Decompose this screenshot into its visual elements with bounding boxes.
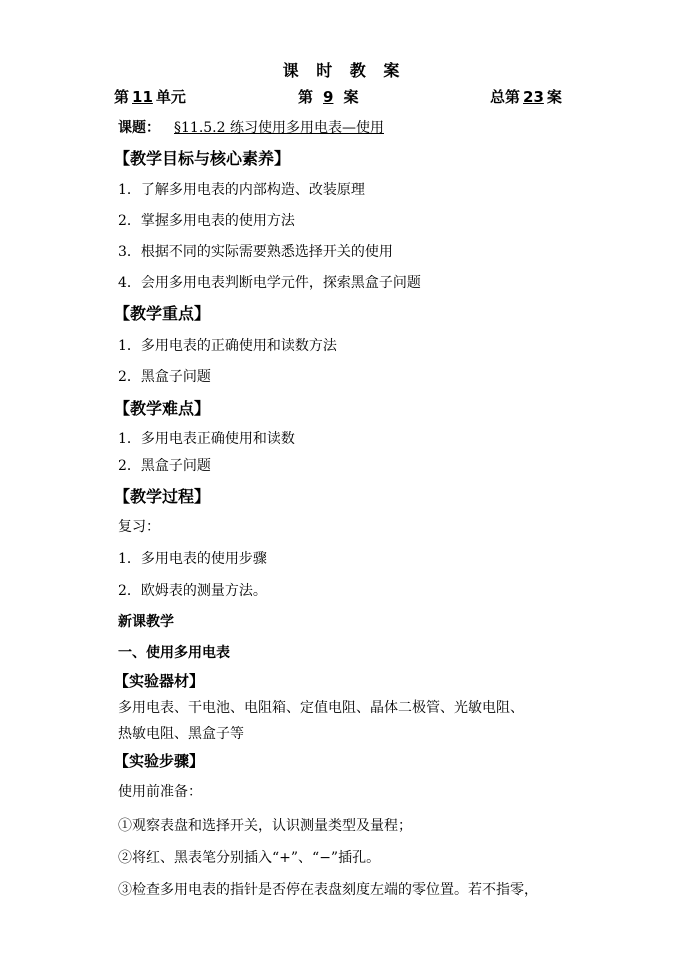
step-item: ③检查多用电表的指针是否停在表盘刻度左端的零位置。若不指零，	[118, 882, 538, 898]
total-number-field	[490, 86, 562, 107]
unit-suffix: 单元	[155, 88, 186, 106]
equipment-line: 多用电表、干电池、电阻箱、定值电阻、晶体二极管、光敏电阻、	[118, 700, 524, 716]
difficulty-item: 1．多用电表正确使用和读数	[118, 431, 295, 447]
step-item: ①观察表盘和选择开关，认识测量类型及量程；	[118, 818, 412, 834]
document-title: 课 时 教 案	[282, 61, 406, 80]
difficulties-heading: 【教学难点】	[114, 399, 211, 418]
objective-item: 2．掌握多用电表的使用方法	[118, 213, 295, 229]
review-item: 2．欧姆表的测量方法。	[118, 583, 267, 599]
key-point-item: 2．黑盒子问题	[118, 369, 211, 385]
total-prefix: 总第	[490, 88, 521, 106]
new-lesson-label: 新课教学	[118, 614, 174, 630]
objective-item: 3．根据不同的实际需要熟悉选择开关的使用	[118, 244, 393, 260]
unit-number-field	[114, 86, 186, 107]
prep-label: 使用前准备：	[118, 784, 202, 800]
review-item: 1．多用电表的使用步骤	[118, 551, 267, 567]
unit-prefix: 第	[114, 88, 130, 106]
unit-number: 11	[132, 88, 153, 106]
case-prefix: 第	[298, 88, 314, 106]
total-number: 23	[523, 88, 544, 106]
part-one-heading: 一、使用多用电表	[118, 645, 230, 661]
objectives-heading: 【教学目标与核心素养】	[114, 149, 291, 168]
process-heading: 【教学过程】	[114, 487, 211, 506]
lesson-topic	[118, 117, 390, 137]
equipment-line: 热敏电阻、黑盒子等	[118, 726, 244, 742]
topic-label: 课题：	[118, 120, 160, 136]
topic-value: §11.5.2 练习使用多用电表—使用	[174, 120, 384, 136]
key-point-item: 1．多用电表的正确使用和读数方法	[118, 338, 337, 354]
total-suffix: 案	[546, 88, 562, 106]
key-points-heading: 【教学重点】	[114, 304, 211, 323]
objective-item: 1．了解多用电表的内部构造、改装原理	[118, 182, 365, 198]
case-suffix: 案	[343, 88, 359, 106]
case-number-field	[298, 86, 358, 107]
steps-heading: 【实验步骤】	[114, 752, 205, 770]
difficulty-item: 2．黑盒子问题	[118, 458, 211, 474]
step-item: ②将红、黑表笔分别插入“+”、“−”插孔。	[118, 850, 381, 866]
equipment-heading: 【实验器材】	[114, 672, 205, 690]
case-number: 9	[323, 88, 334, 106]
review-label: 复习：	[118, 519, 160, 535]
objective-item: 4．会用多用电表判断电学元件，探索黑盒子问题	[118, 275, 421, 291]
